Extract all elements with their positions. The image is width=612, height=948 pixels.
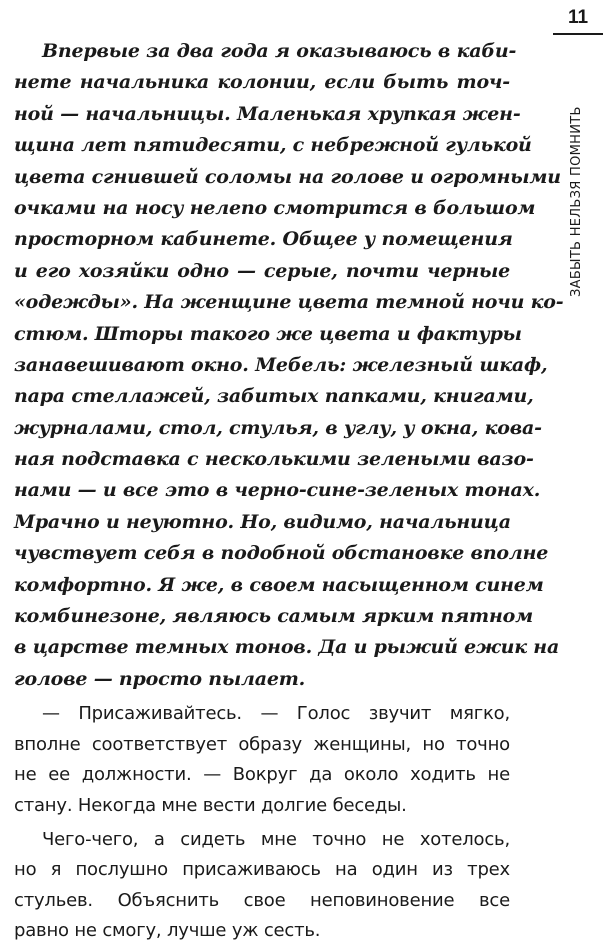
text-line: Мрачно и неуютно. Но, видимо, начальница (14, 510, 511, 533)
text-line: «одежды». На женщине цвета темной ночи ко- (14, 291, 564, 314)
text-line: нете начальника колонии, если быть точ- (14, 71, 510, 94)
text-line: и его хозяйки одно — серые, почти черные (14, 259, 510, 282)
text-line: — Присаживайтесь. — Голос звучит мягко, (42, 703, 510, 725)
text-line: ная подставка с несколькими зелеными вазо- (14, 448, 534, 471)
text-line: Чего-чего, а сидеть мне точно не хотелось, (42, 828, 510, 850)
text-line: но я послушно присаживаюсь на один из трех (14, 859, 510, 881)
text-line: голове — просто пылает. (14, 667, 306, 690)
text-line: нами — и все это в черно-сине-зеленых тонах. (14, 479, 541, 502)
body-text (14, 36, 564, 947)
text-line: просторном кабинете. Общее у помещения (14, 228, 513, 251)
text-line: цвета сгнившей соломы на голове и огромными (14, 165, 561, 188)
text-line: ной — начальницы. Маленькая хрупкая жен- (14, 102, 521, 125)
running-head: ЗАБЫТЬ НЕЛЬЗЯ ПОМНИТЬ (569, 106, 584, 297)
text-line: занавешивают окно. Мебель: железный шкаф, (14, 353, 548, 376)
text-line: очками на носу нелепо смотрится в большом (14, 196, 536, 219)
text-line: журналами, стол, стулья, в углу, у окна, кова- (14, 416, 542, 439)
text-line: комфортно. Я же, в своем насыщенном синем (14, 573, 544, 596)
text-line: стульев. Объяснить свое неповиновение все (14, 889, 510, 911)
text-line: чувствует себя в подобной обстановке вполне (14, 542, 549, 565)
italic-paragraph (14, 36, 564, 695)
narrative-paragraph (14, 825, 510, 947)
text-line: комбинезоне, являюсь самым ярким пятном (14, 605, 533, 628)
header-rule (553, 33, 603, 35)
text-line: равно не смогу, лучше уж сесть. (14, 920, 321, 942)
text-line: пара стеллажей, забитых папками, книгами, (14, 385, 534, 408)
dialogue-paragraph (14, 699, 510, 821)
text-line: в царстве темных тонов. Да и рыжий ежик на (14, 636, 560, 659)
text-line: вполне соответствует образу женщины, но точно (14, 733, 510, 755)
text-line: щина лет пятидесяти, с небрежной гулькой (14, 134, 532, 157)
text-line: Впервые за два года я оказываюсь в каби- (42, 40, 517, 62)
page-number: 11 (567, 7, 589, 28)
text-line: не ее должности. — Вокруг да около ходить не (14, 764, 510, 786)
text-line: стану. Некогда мне вести долгие беседы. (14, 794, 407, 816)
text-line: стюм. Шторы такого же цвета и фактуры (14, 322, 522, 345)
